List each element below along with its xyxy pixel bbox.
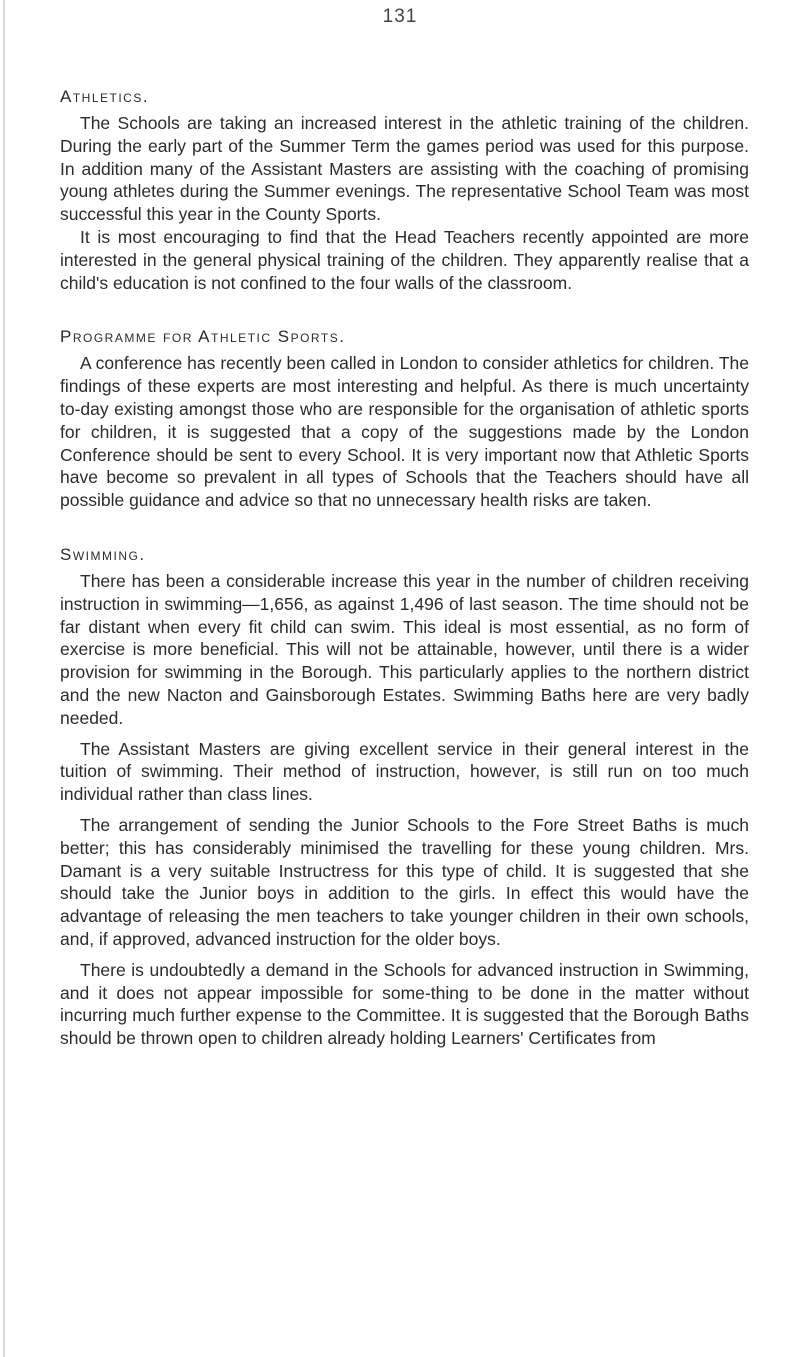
section-athletics [60, 82, 749, 294]
section-heading: Athletics. [60, 87, 150, 106]
page-body [60, 82, 749, 1078]
paragraph: A conference has recently been called in London to consider athletics for children. The findings of these experts are most interesting and helpful. As there is much uncertainty to-day existing amongst those who are responsible for the organisation of athletic sports for children, it is suggested that a copy of the suggestions made by the London Conference should be sent to every School. It is very important now that Athletic Sports have become so prevalent in all types of Schools that the Teachers should have all possible guidance and advice so that no unnecessary health risks are taken. [60, 353, 749, 511]
section-heading: Swimming. [60, 544, 146, 564]
paragraph: It is most encouraging to find that the Head Teachers recently appointed are more interested in the general physical training of the children. They apparently realise that a child's education is not confined to the four walls of the classroom. [60, 226, 749, 293]
paragraph: The arrangement of sending the Junior Schools to the Fore Street Baths is much better; this has considerably minimised the travelling for these young children. Mrs. Damant is a very suitable Instructress for this type of child. It is suggested that she should take the Junior boys in addition to the girls. In effect this would have the advantage of releasing the men teachers to take younger children in their own schools, and, if approved, advanced instruction for the older boys. [60, 814, 749, 949]
paragraph: There is undoubtedly a demand in the Schools for advanced instruction in Swimming, and it does not appear impossible for some-thing to be done in the matter without incurring much further expense to the Committee. It is suggested that the Borough Baths should be thrown open to children already holding Learners' Certificates from [60, 959, 749, 1049]
page-number: 131 [382, 6, 418, 27]
section-swimming [60, 540, 749, 1050]
section-programme-athletic-sports [60, 322, 749, 512]
page-edge-rule [3, 0, 5, 1357]
section-heading: Programme for Athletic Sports. [60, 327, 346, 347]
paragraph: There has been a considerable increase this year in the number of children receiving instruction in swimming—1,656, as against 1,496 of last season. The time should not be far distant when every fit child can swim. This ideal is most essential, as no form of exercise is more beneficial. This will not be attainable, however, until there is a wider provision for swimming in the Borough. This particularly applies to the northern district and the new Nacton and Gainsborough Estates. Swimming Baths here are very badly needed. [60, 570, 749, 728]
paragraph: The Schools are taking an increased interest in the athletic training of the children. During the early part of the Summer Term the games period was used for this purpose. In addition many of the Assistant Masters are assisting with the coaching of promising young athletes during the Summer evenings. The representative School Team was most successful this year in the County Sports. [60, 113, 749, 225]
paragraph: The Assistant Masters are giving excellent service in their general interest in the tuition of swimming. Their method of instruction, however, is still run on too much individual rather than class lines. [60, 738, 749, 805]
